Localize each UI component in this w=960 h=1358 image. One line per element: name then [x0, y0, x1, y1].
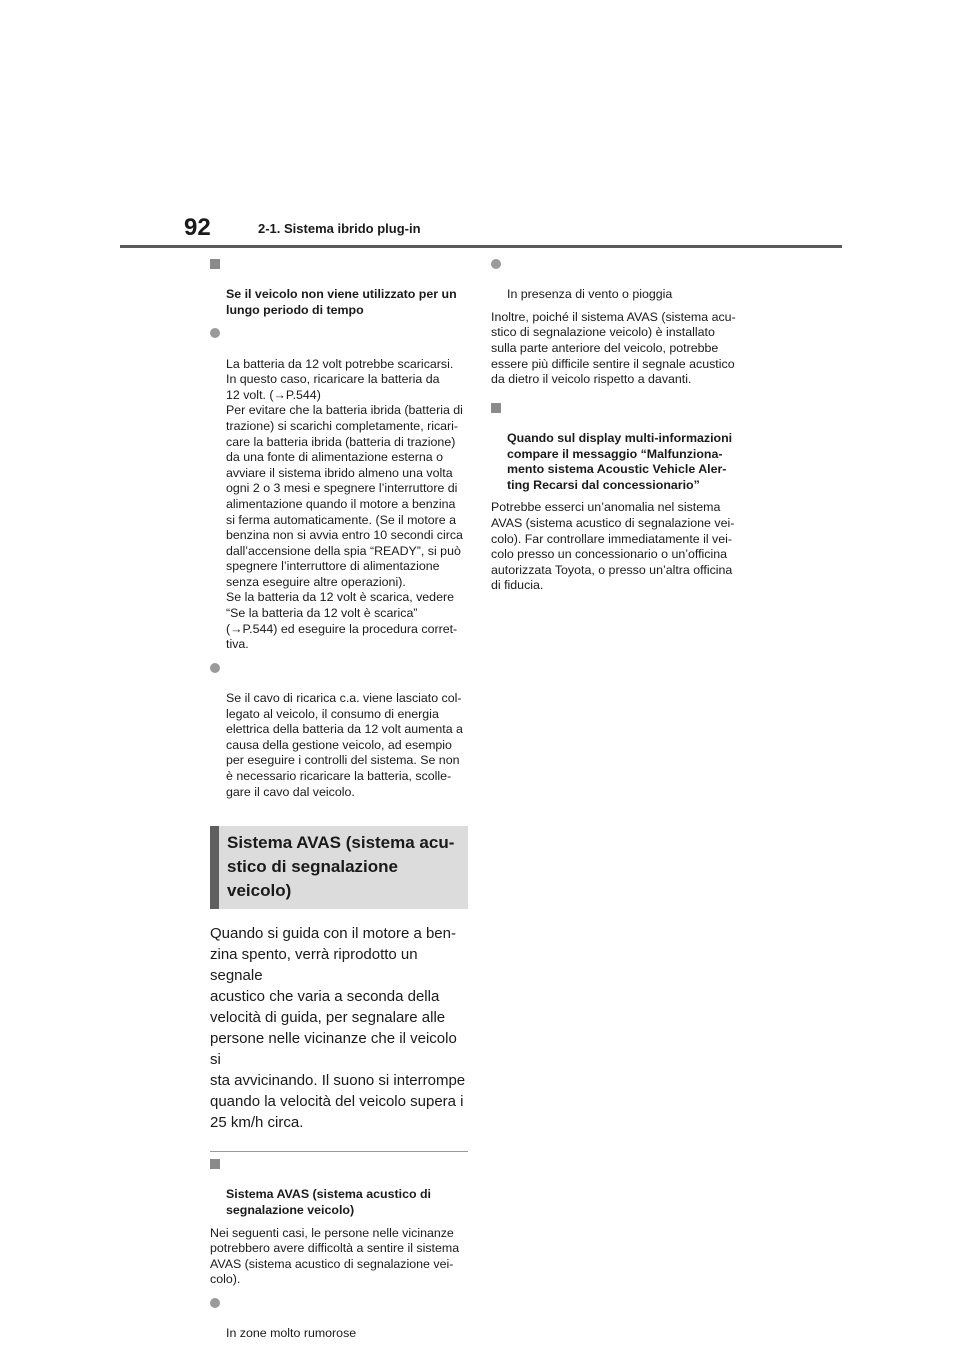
bullet-text: In presenza di vento o pioggia: [507, 287, 673, 302]
bullet-noisy-areas: [210, 1295, 468, 1342]
subheading-text: Se il veicolo non viene utilizzato per un lungo periodo di tempo: [226, 287, 457, 317]
bullet-text: In zone molto rumorose: [226, 1326, 357, 1341]
square-bullet-icon: [491, 403, 501, 413]
square-bullet-icon: [210, 1159, 220, 1169]
subheading-text: Sistema AVAS (sistema acustico di segnalazione veicolo): [226, 1187, 431, 1217]
section-title-box: Sistema AVAS (sistema acu- stico di segnalazione veicolo): [210, 826, 468, 909]
section-title: 2-1. Sistema ibrido plug-in: [258, 221, 421, 236]
round-bullet-icon: [210, 663, 220, 673]
square-bullet-icon: [210, 259, 220, 269]
page-number: 92: [184, 214, 211, 241]
bullet-battery-discharge: [210, 325, 468, 652]
bullet-text: La batteria da 12 volt potrebbe scaricarsi. In questo caso, ricaricare la batteria da 12 volt. (→P.544) Per evitare che la batteria ibrida (batteria di trazione) si scarichi completamente, ricari- care la batteria ibrida (batteria di trazione) da una fonte di alimentazione esterna o avviare il sistema ibrido almeno una volta ogni 2 o 3 mesi e spegnere l’interruttore di alimentazione quando il motore a benzina si ferma automaticamente. (Se il motore a benzina non si avvia entro 10 secondi circa dall’accensione della spia “READY”, si può spegnere l’interruttore di alimentazione senza eseguire altre operazioni). Se la batteria da 12 volt è scarica, vedere “Se la batteria da 12 volt è scarica” (→P.544) ed eseguire la procedura corret- tiva.: [226, 356, 463, 652]
divider: [210, 1151, 468, 1152]
paragraph-anomaly: Potrebbe esserci un’anomalia nel sistema AVAS (sistema acustico di segnalazione vei- colo). Far controllare immediatamente il vei- colo presso un concessionario o un’officina autorizzata Toyota, o presso un’altra officina di fiducia.: [491, 500, 735, 593]
bullet-wind-rain: [491, 256, 749, 303]
bullet-text: Se il cavo di ricarica c.a. viene lasciato col- legato al veicolo, il consumo di energia elettrica della batteria da 12 volt aumenta a causa della gestione veicolo, ad esempio per eseguire i controlli del sistema. Se non è necessario ricaricare la batteria, scolle- gare il cavo dal veicolo.: [226, 691, 463, 799]
left-column: [210, 256, 468, 1349]
subheading-malfunction-message: [491, 400, 749, 494]
paragraph-hard-to-hear: Nei seguenti casi, le persone nelle vicinanze potrebbero avere difficoltà a sentire il sistema AVAS (sistema acustico di segnalazione vei- colo).: [210, 1225, 460, 1287]
round-bullet-icon: [210, 1298, 220, 1308]
header-rule: [120, 245, 842, 248]
paragraph-front-install: Inoltre, poiché il sistema AVAS (sistema acu- stico di segnalazione veicolo) è installato sulla parte anteriore del veicolo, potrebbe essere più difficile sentire il segnale acustico da dietro il veicolo rispetto a davanti.: [491, 309, 736, 387]
bullet-charging-cable: [210, 660, 468, 800]
round-bullet-icon: [210, 328, 220, 338]
right-column: [491, 256, 749, 601]
round-bullet-icon: [491, 259, 501, 269]
subheading-avas: [210, 1156, 468, 1218]
subheading-long-inactivity: [210, 256, 468, 318]
subheading-text: Quando sul display multi-informazioni compare il messaggio “Malfunziona- mento sistema Acoustic Vehicle Aler- ting Recarsi dal concessionario”: [507, 430, 733, 492]
intro-paragraph: Quando si guida con il motore a ben- zina spento, verrà riprodotto un segnale acustico che varia a seconda della velocità di guida, per segnalare alle persone nelle vicinanze che il veicolo si sta avvicinando. Il suono si interrompe quando la velocità del veicolo supera i 25 km/h circa.: [210, 925, 466, 1132]
